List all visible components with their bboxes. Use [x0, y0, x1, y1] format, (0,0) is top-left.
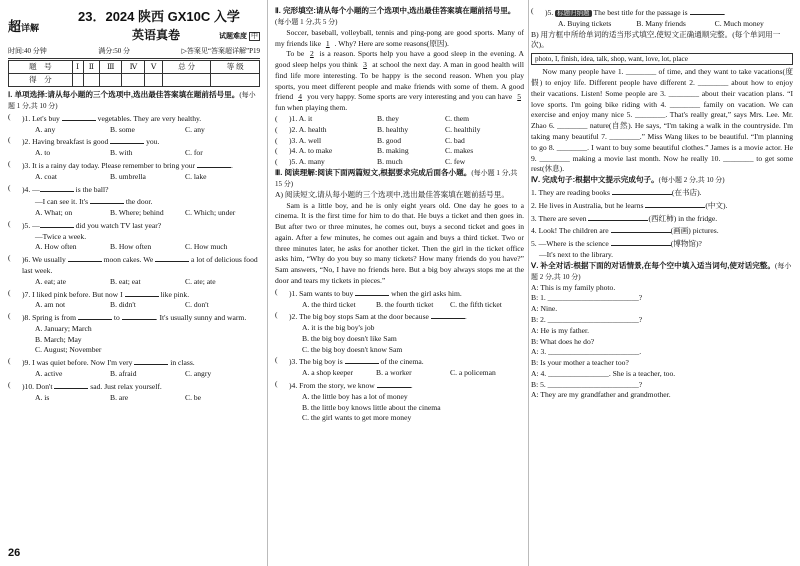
cloze-option-row: ( )5. A. many B. much C. few — [275, 157, 466, 167]
answer-blank[interactable] — [90, 195, 124, 204]
options: A. How often B. How often C. How much — [35, 242, 228, 252]
options: A. eat; ate B. eat; eat C. ate; ate — [35, 276, 216, 286]
score-header-row — [9, 60, 260, 73]
option: A. the little boy has a lot of money — [302, 391, 408, 401]
score-header: Ⅴ — [145, 60, 162, 73]
answer-blank[interactable] — [125, 288, 159, 297]
sentence-item: 3. There are seven (西红柿) in the fridge. — [531, 213, 718, 223]
dialogue-line[interactable]: A: 4. ________________. She is a teacher, too. — [531, 368, 676, 378]
sentence-item: 5. —Where is the science (博物馆)? — [531, 239, 702, 249]
score-header: Ⅰ — [72, 60, 83, 73]
cloze-passage: Soccer, baseball, volleyball, tennis and ping-pong are good sports. Many of my friends like 1 . Why? Here are some reasons(原因). — [275, 27, 524, 48]
dialogue-line: A: He is my father. — [531, 325, 589, 335]
difficulty-label — [219, 32, 260, 42]
section-4-heading: Ⅳ. 完成句子:根据中文提示完成句子。 — [531, 175, 659, 185]
score-cell[interactable] — [211, 73, 260, 86]
score-cell[interactable] — [100, 73, 122, 86]
section-2-note: (每小题 1 分,共 5 分) — [275, 17, 338, 26]
sentence-item: 2. He lives in Australia, but he learns (中文). — [531, 200, 728, 210]
score-header: 等 级 — [211, 60, 260, 73]
answer-blank[interactable] — [68, 253, 102, 262]
reading-q4: ( )4. From the story, we know . — [275, 379, 413, 391]
score-header: Ⅳ — [122, 60, 145, 73]
score-cell[interactable] — [72, 73, 83, 86]
exam-title: 23．2024 陕西 GX10C 入学 — [78, 9, 240, 24]
exam-header — [8, 6, 260, 46]
column-left — [8, 6, 260, 562]
score-header: Ⅲ — [100, 60, 122, 73]
score-table — [8, 60, 260, 87]
column-divider — [528, 0, 529, 566]
exam-meta — [8, 46, 260, 59]
option: A. January; March — [35, 323, 92, 333]
answer-blank[interactable] — [345, 355, 379, 364]
section-1: Ⅰ. 单项选择:请从每小题的三个选项中,选出最佳答案填在题前括号里。(每小题 1 分,共 10 分) ( )1. Let's buy vegetables. They are very healthy. A. any B. some C. any ( )2. Having breakfast is good you. A. to B. with C. for ( )3. It is a rainy day today. Please remember to bring your . A. coat B. umbrella C. lake ( )4. — is the ball? —I can see it. It's the door. A. What; on B. Where; behind C. Which; under ( )5. — did you watch TV last year? —Twice a week. A. How often B. How often C. How much ( )6. We usually moon cakes. We a lot of delicious food last week. A. eat; ate B. eat; eat C. ate; ate ( )7. I liked pink before. But now I like pink. A. am not B. didn't C. don't ( )8. Spring is from to . It's usually sunny and warm. A. January; March B. March; May C. August; November ( )9. I was quiet before. Now I'm very in class. A. active B. afraid C. angry ( )10. Don't sad. Just relax yourself. A. is B. are C. be — [8, 90, 260, 403]
answer-blank[interactable] — [355, 287, 389, 296]
option: C. the big boy doesn't know Sam — [302, 344, 403, 354]
dialogue-line[interactable]: B: 2. ________________________? — [531, 315, 643, 324]
options: A. am not B. didn't C. don't — [35, 300, 209, 310]
options: A. active B. afraid C. angry — [35, 369, 212, 378]
question-type-tag: 标题归纳题 — [557, 10, 590, 17]
dialogue-line[interactable]: B: 5. ________________________? — [531, 379, 643, 389]
answer-blank[interactable] — [110, 135, 144, 144]
options: A. coat B. umbrella C. lake — [35, 171, 207, 181]
time-limit: 时间:40 分钟 — [8, 47, 47, 55]
answer-reference: ▷答案见“答案超详解”P19 — [181, 47, 260, 55]
dialogue-line[interactable]: A: 3. ________________________. — [531, 347, 642, 357]
cloze-option-row: ( )2. A. health B. healthy C. healthily — [275, 124, 481, 134]
answer-blank[interactable] — [122, 311, 156, 320]
logo-text: 详解 — [21, 23, 40, 33]
options: A. the third ticket B. the fourth ticket C. the fifth ticket — [302, 299, 502, 309]
answer-blank[interactable] — [612, 186, 672, 195]
option: C. August; November — [35, 345, 102, 355]
q5-answer-line: —Twice a week. — [35, 231, 87, 241]
answer-blank[interactable] — [690, 6, 724, 15]
reading-q2: ( )2. The big boy stops Sam at the door because . — [275, 310, 467, 322]
brand-logo — [8, 18, 39, 36]
question-4: ( )4. — is the ball? — [8, 182, 109, 194]
dialogue-line: B: What does he do? — [531, 336, 595, 346]
column-divider — [267, 0, 268, 566]
answer-blank[interactable] — [134, 356, 168, 365]
score-row-label: 得 分 — [9, 73, 73, 86]
option: B. March; May — [35, 334, 82, 344]
answer-blank[interactable] — [377, 379, 411, 388]
options: A. What; on B. Where; behind C. Which; under — [35, 208, 236, 218]
cloze-option-row: ( )1. A. it B. they C. them — [275, 113, 470, 123]
full-score: 满分:50 分 — [98, 47, 130, 55]
word-box: photo, I, finish, idea, talk, shop, want, love, lot, place — [531, 53, 793, 65]
options: A. is B. are C. be — [35, 392, 202, 402]
logo-char: 超 — [8, 19, 22, 34]
question-5: ( )5. — did you watch TV last year? — [8, 218, 162, 230]
cloze-option-row: ( )4. A. to make B. making C. makes — [275, 146, 474, 156]
answer-blank[interactable] — [197, 159, 231, 168]
section-5-heading: Ⅴ. 补全对话:根据下面的对话情景,在每个空中填入适当词句,使对话完整。 — [531, 260, 775, 270]
score-cell[interactable] — [122, 73, 145, 86]
score-value-row — [9, 73, 260, 86]
dialogue-line: A: They are my grandfather and grandmother. — [531, 390, 671, 400]
answer-blank[interactable] — [611, 237, 671, 246]
answer-blank[interactable] — [54, 380, 88, 389]
option: A. it is the big boy's job — [302, 323, 375, 333]
answer-blank[interactable] — [611, 224, 671, 233]
answer-blank[interactable] — [78, 311, 112, 320]
column-middle — [275, 6, 524, 562]
column-right — [531, 6, 793, 562]
section-4-note: (每小题 2 分,共 10 分) — [658, 176, 725, 185]
question-9: ( )9. I was quiet before. Now I'm very in class. — [8, 356, 195, 368]
section-3-heading: Ⅲ. 阅读理解:阅读下面两篇短文,根据要求完成后面各小题。 — [275, 167, 472, 177]
score-cell[interactable] — [145, 73, 162, 86]
question-3: ( )3. It is a rainy day today. Please remember to bring your . — [8, 158, 233, 170]
sentence-answer-line: —It's next to the library. — [539, 250, 614, 259]
dialogue-line: A: Nine. — [531, 304, 558, 314]
score-header: Ⅱ — [83, 60, 100, 73]
answer-blank[interactable] — [645, 199, 705, 208]
option: B. the big boy doesn't like Sam — [302, 333, 397, 343]
sentence-item: 1. They are reading books (在书店). — [531, 188, 702, 198]
cloze-options — [275, 114, 524, 168]
option: B. the little boy knows little about the cinema — [302, 402, 441, 412]
score-header: 总 分 — [162, 60, 211, 73]
answer-blank[interactable] — [40, 183, 74, 192]
reading-q1: ( )1. Sam wants to buy when the girl asks him. — [275, 286, 462, 298]
options: A. Buying tickets B. Many friends C. Much money — [558, 18, 764, 28]
question-7: ( )7. I liked pink before. But now I like pink. — [8, 287, 190, 299]
options: A. any B. some C. any — [35, 124, 205, 134]
score-cell[interactable] — [83, 73, 100, 86]
question-2: ( )2. Having breakfast is good you. — [8, 135, 160, 147]
section-3-note: (每小题 1 分,共 15 分) — [275, 168, 518, 188]
score-header: 题 号 — [9, 60, 73, 73]
answer-blank[interactable] — [431, 310, 465, 319]
question-10: ( )10. Don't sad. Just relax yourself. — [8, 379, 162, 391]
answer-blank[interactable] — [588, 212, 648, 221]
section-1-heading: Ⅰ. 单项选择:请从每小题的三个选项中,选出最佳答案填在题前括号里。 — [8, 89, 240, 99]
sentence-item: 4. Look! The children are (画画) pictures. — [531, 226, 719, 236]
section-1-note: (每小题 1 分,共 10 分) — [8, 90, 256, 110]
word-fill-passage: Now many people have 1. ________ of time, and they want to take vacations(度假) to enjoy life. Different people have different 2. ________ about how to enjoy their vacations. Listen! Some people are 3. ________ about their vacation plans. “I love sports. I'm going bike riding with 4. ________ family on vacation. We can exercise and enjoy many nice 5. ________. That's really great,” says Mrs. Lee. Mr. Zhao 6. ________ nature(自然). He says, “I'm taking a walk in the countryside. I'm taking many beautiful 7. ________.” Miss Wang likes to be beautiful. “I'm planning to go 8. ________. I want to buy some beautiful clothes.” James is a movie actor. He 9. ________ making a movie last month. Now he really 10. ________ to get some rest(休息). — [531, 67, 793, 174]
section-5-note: (每小题 2 分,共 10 分) — [531, 261, 792, 281]
reading-passage: Sam is a little boy, and he is only eight years old. One day he goes to a cinema. It is the first time for him to do that. He buys a ticket and then goes in. But after two or three minutes, he comes out, buys a second ticket and goes in again. After a few minutes, he comes out again and buys a third ticket. Two or three minutes later, he asks for another ticket. Then the girl in the ticket office asks him, “Why do you buy so many tickets? How many friends do you have?” Sam answers, “No, I have no friends here. But a big boy always stops me at the door and tears my tickets in pieces.” — [275, 200, 524, 285]
exam-subtitle: 英语真卷 — [132, 28, 181, 42]
answer-blank[interactable] — [155, 253, 189, 262]
page-number: 26 — [8, 547, 21, 560]
dialogue-line[interactable]: B: 1. ________________________? — [531, 293, 643, 303]
dialogue-line: A: This is my family photo. — [531, 282, 616, 292]
options: A. to B. with C. for — [35, 148, 203, 158]
score-cell[interactable] — [162, 73, 211, 86]
question-1: ( )1. Let's buy vegetables. They are very healthy. — [8, 111, 202, 123]
section-2-heading: Ⅱ. 完形填空:请从每个小题的三个选项中,选出最佳答案填在题前括号里。 — [275, 6, 516, 15]
reading-q3: ( )3. The big boy is of the cinema. — [275, 355, 424, 367]
answer-blank[interactable] — [62, 112, 96, 121]
part-a-heading: A) 阅读短文,请从每小题的三个选项中,选出最佳答案填在题前括号里。 — [275, 189, 509, 199]
reading-q5: ( )5. 标题归纳题 The best title for the passage is . — [531, 6, 726, 17]
options: A. a shop keeper B. a worker C. a policeman — [302, 368, 496, 378]
answer-blank[interactable] — [40, 219, 74, 228]
difficulty-text: 试题难度 — [219, 33, 248, 40]
question-8: ( )8. Spring is from to . It's usually sunny and warm. — [8, 311, 247, 323]
question-6: ( )6. We usually moon cakes. We a lot of delicious food last week. — [8, 253, 258, 275]
difficulty-box: 中 — [251, 33, 258, 40]
cloze-passage-2: To be 2 is a reason. Sports help you have a good sleep in the evening. A good sleep helps you think 3 at school the next day. A man in good health will find life more interesting. To be happy is the second reason. When you play sports, you meet different people and make friends with some of them. A good friend 4 you very happy. Some sports are very interesting and you can have 5 fun when playing them. — [275, 49, 524, 113]
option: C. the girl wants to get more money — [302, 413, 412, 423]
dialogue-line: B: Is your mother a teacher too? — [531, 358, 629, 368]
part-b-heading: B) 用方框中所给单词的适当形式填空,使短文正确通顺完整。(每个单词用一次)。 — [531, 29, 781, 50]
cloze-option-row: ( )3. A. well B. good C. bad — [275, 135, 465, 145]
